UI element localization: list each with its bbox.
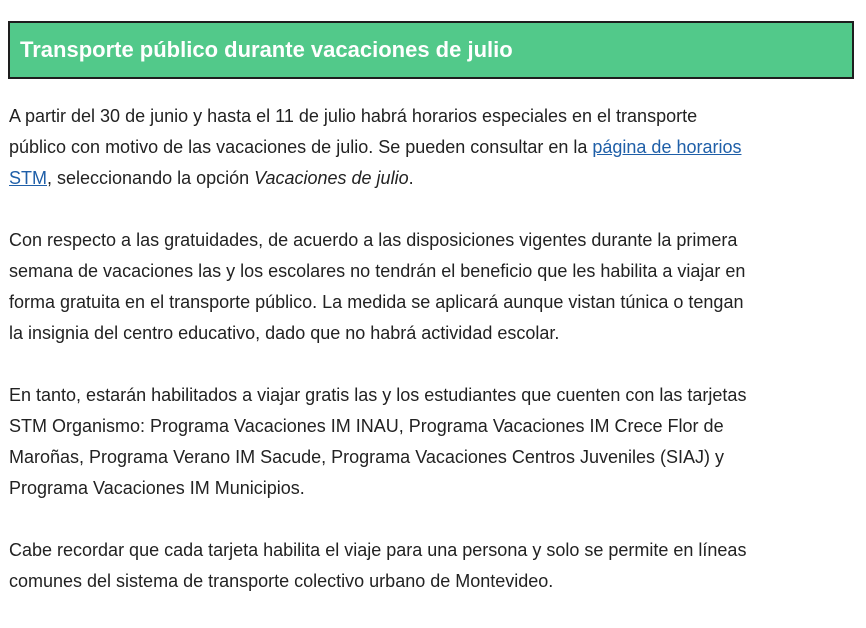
option-name: Vacaciones de julio	[254, 168, 409, 188]
page-title: Transporte público durante vacaciones de julio	[20, 37, 513, 62]
paragraph-line: Cabe recordar que cada tarjeta habilita el viaje para una persona y solo se permite en líneas	[9, 540, 747, 560]
paragraph-line: Con respecto a las gratuidades, de acuerdo a las disposiciones vigentes durante la primera	[9, 230, 738, 250]
paragraph-text: .	[408, 168, 414, 188]
paragraph-line	[9, 132, 861, 163]
paragraph-line: comunes del sistema de transporte colectivo urbano de Montevideo.	[9, 571, 554, 591]
article-body	[9, 101, 861, 628]
paragraph-line: semana de vacaciones las y los escolares no tendrán el beneficio que les habilita a viajar en	[9, 261, 746, 281]
title-banner	[8, 21, 854, 79]
paragraph-line: A partir del 30 de junio y hasta el 11 de julio habrá horarios especiales en el transporte	[9, 106, 698, 126]
paragraph-line: STM Organismo: Programa Vacaciones IM INAU, Programa Vacaciones IM Crece Flor de	[9, 416, 724, 436]
paragraph-programs	[9, 380, 861, 504]
schedule-page-link-stm[interactable]: STM	[9, 168, 47, 188]
paragraph-line: Maroñas, Programa Verano IM Sacude, Programa Vacaciones Centros Juveniles (SIAJ) y	[9, 447, 724, 467]
paragraph-line	[9, 163, 861, 194]
paragraph-line: En tanto, estarán habilitados a viajar gratis las y los estudiantes que cuenten con las tarjetas	[9, 385, 747, 405]
paragraph-text: público con motivo de las vacaciones de julio. Se pueden consultar en la	[9, 137, 593, 157]
paragraph-reminder	[9, 535, 861, 597]
paragraph-line: la insignia del centro educativo, dado que no habrá actividad escolar.	[9, 323, 560, 343]
schedule-page-link[interactable]: página de horarios	[592, 137, 742, 157]
paragraph-schedule	[9, 101, 861, 194]
paragraph-line: Programa Vacaciones IM Municipios.	[9, 478, 305, 498]
paragraph-line: forma gratuita en el transporte público. La medida se aplicará aunque vistan túnica o tengan	[9, 292, 744, 312]
paragraph-gratuities	[9, 225, 861, 349]
paragraph-text: , seleccionando la opción	[47, 168, 255, 188]
